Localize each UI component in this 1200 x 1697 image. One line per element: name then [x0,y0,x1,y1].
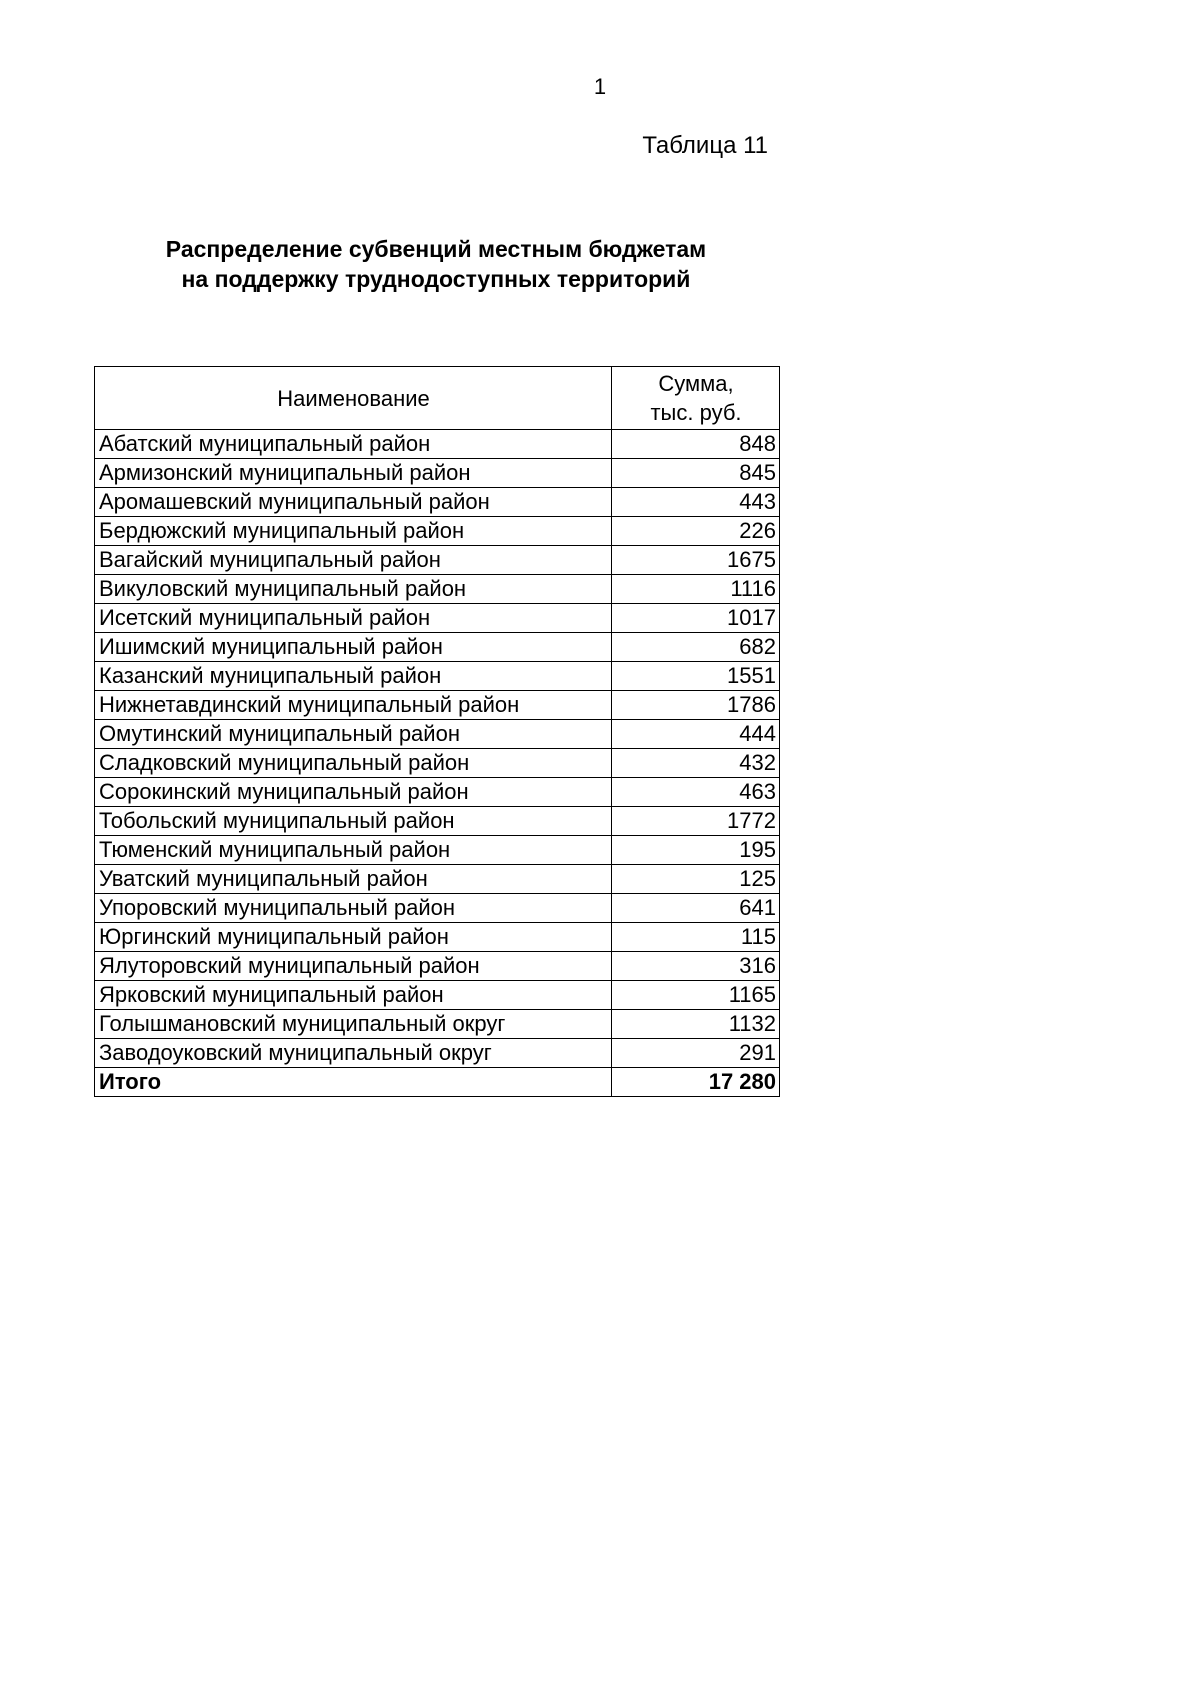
row-value: 1675 [612,546,780,575]
row-name: Голышмановский муниципальный округ [95,1010,612,1039]
row-name: Армизонский муниципальный район [95,459,612,488]
row-name: Сорокинский муниципальный район [95,778,612,807]
table-row [95,836,780,865]
row-value: 1165 [612,981,780,1010]
row-name: Ярковский муниципальный район [95,981,612,1010]
table-row [95,633,780,662]
title-line-1: Распределение субвенций местным бюджетам [165,236,707,262]
row-value: 641 [612,894,780,923]
title-line-2: на поддержку труднодоступных территорий [181,266,691,292]
row-value: 125 [612,865,780,894]
row-value: 463 [612,778,780,807]
table-header-row [95,367,780,430]
row-value: 226 [612,517,780,546]
row-name: Тюменский муниципальный район [95,836,612,865]
row-name: Исетский муниципальный район [95,604,612,633]
table-row [95,894,780,923]
row-value: 291 [612,1039,780,1068]
row-name: Заводоуковский муниципальный округ [95,1039,612,1068]
table-row [95,662,780,691]
row-name: Викуловский муниципальный район [95,575,612,604]
table-label: Таблица 11 [642,132,768,159]
table-row [95,517,780,546]
header-sum-line-1: Сумма, [658,371,734,396]
row-value: 1116 [612,575,780,604]
table-row [95,1010,780,1039]
row-name: Уватский муниципальный район [95,865,612,894]
subvention-table [94,366,780,1097]
table-row [95,952,780,981]
row-value: 1132 [612,1010,780,1039]
row-value: 432 [612,749,780,778]
row-name: Омутинский муниципальный район [95,720,612,749]
table-row [95,691,780,720]
row-name: Ялуторовский муниципальный район [95,952,612,981]
row-name: Юргинский муниципальный район [95,923,612,952]
row-value: 115 [612,923,780,952]
row-value: 1551 [612,662,780,691]
row-name: Ишимский муниципальный район [95,633,612,662]
row-value: 443 [612,488,780,517]
table-row [95,720,780,749]
page-number: 1 [593,74,607,99]
row-name: Упоровский муниципальный район [95,894,612,923]
total-label: Итого [95,1068,612,1097]
header-sum [612,367,780,430]
row-value: 682 [612,633,780,662]
table-row [95,1039,780,1068]
row-value: 444 [612,720,780,749]
total-value: 17 280 [612,1068,780,1097]
row-name: Тобольский муниципальный район [95,807,612,836]
row-value: 845 [612,459,780,488]
row-value: 195 [612,836,780,865]
table-row [95,778,780,807]
row-value: 848 [612,430,780,459]
table-row [95,749,780,778]
row-name: Вагайский муниципальный район [95,546,612,575]
table-row [95,807,780,836]
document-title [94,234,778,294]
row-name: Нижнетавдинский муниципальный район [95,691,612,720]
total-row [95,1068,780,1097]
row-name: Абатский муниципальный район [95,430,612,459]
table-row [95,488,780,517]
table-row [95,604,780,633]
header-name: Наименование [95,367,612,430]
table-row [95,459,780,488]
table-row [95,981,780,1010]
row-value: 1786 [612,691,780,720]
table-body [95,430,780,1097]
header-sum-line-2: тыс. руб. [650,400,742,425]
table-row [95,865,780,894]
row-value: 1017 [612,604,780,633]
table-row [95,546,780,575]
row-value: 316 [612,952,780,981]
row-name: Аромашевский муниципальный район [95,488,612,517]
row-name: Сладковский муниципальный район [95,749,612,778]
table-row [95,575,780,604]
table-row [95,430,780,459]
row-name: Бердюжский муниципальный район [95,517,612,546]
row-name: Казанский муниципальный район [95,662,612,691]
row-value: 1772 [612,807,780,836]
table-row [95,923,780,952]
